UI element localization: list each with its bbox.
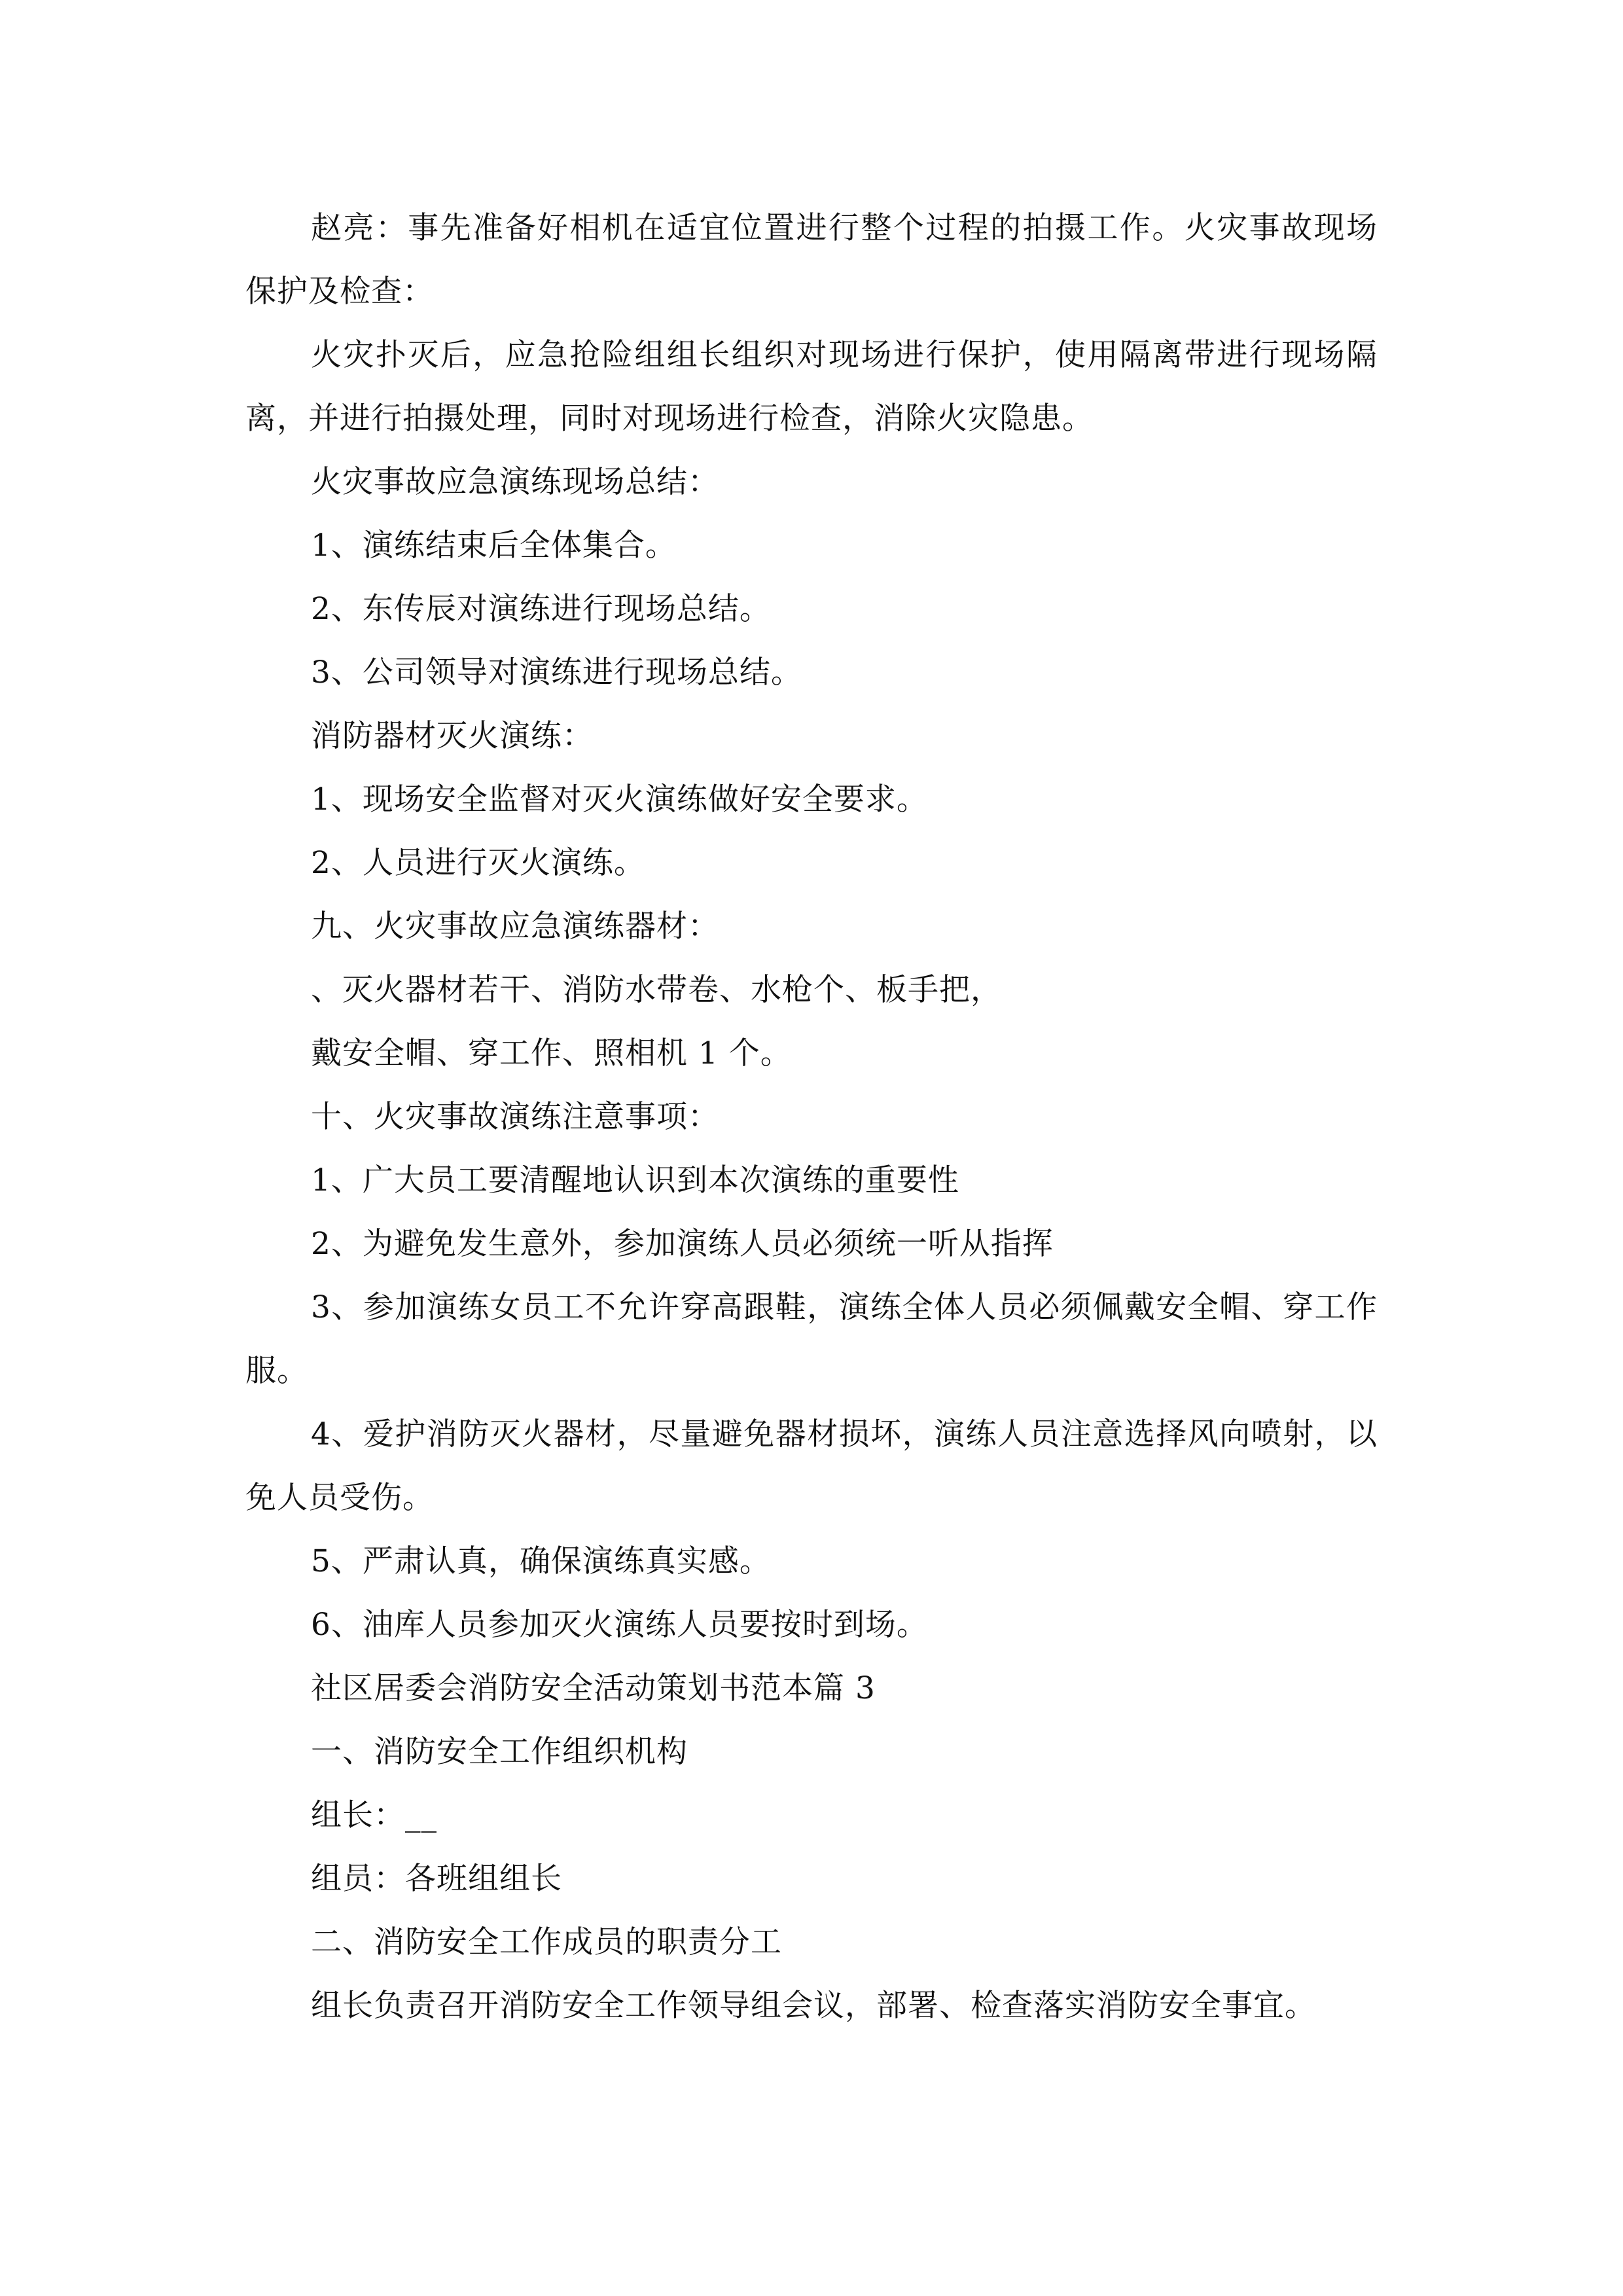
list-item: 5、严肃认真，确保演练真实感。 [311, 1543, 771, 1579]
paragraph: 消防器材灭火演练： [311, 718, 594, 754]
list-item: 4、爱护消防灭火器材，尽量避免器材损坏，演练人员注意选择风向喷射，以免人员受伤。 [245, 1416, 1378, 1516]
list-item: 2、为避免发生意外，参加演练人员必须统一听从指挥 [311, 1226, 1054, 1262]
document-subtitle: 社区居委会消防安全活动策划书范本篇 3 [311, 1670, 876, 1706]
paragraph: 戴安全帽、穿工作、照相机 1 个。 [311, 1035, 792, 1071]
paragraph: 、灭火器材若干、消防水带卷、水枪个、板手把， [311, 972, 1002, 1008]
section-heading: 十、火灾事故演练注意事项： [311, 1099, 719, 1135]
paragraph: 赵亮：事先准备好相机在适宜位置进行整个过程的拍摄工作。火灾事故现场保护及检查： [245, 210, 1378, 310]
list-item: 2、东传辰对演练进行现场总结。 [311, 591, 771, 627]
list-item: 3、公司领导对演练进行现场总结。 [311, 655, 802, 691]
list-item: 1、广大员工要清醒地认识到本次演练的重要性 [311, 1162, 959, 1198]
section-heading: 一、消防安全工作组织机构 [311, 1734, 688, 1770]
section-heading: 二、消防安全工作成员的职责分工 [311, 1924, 782, 1960]
list-item: 2、人员进行灭火演练。 [311, 845, 645, 881]
list-item: 1、演练结束后全体集合。 [311, 528, 677, 564]
document-body [245, 196, 1378, 2037]
paragraph: 组长：__ [311, 1797, 437, 1833]
paragraph: 火灾事故应急演练现场总结： [311, 464, 719, 500]
section-heading: 九、火灾事故应急演练器材： [311, 908, 719, 944]
list-item: 3、参加演练女员工不允许穿高跟鞋，演练全体人员必须佩戴安全帽、穿工作服。 [245, 1289, 1378, 1389]
paragraph: 组长负责召开消防安全工作领导组会议，部署、检查落实消防安全事宜。 [311, 1988, 1316, 2024]
paragraph: 火灾扑灭后，应急抢险组组长组织对现场进行保护，使用隔离带进行现场隔离，并进行拍摄处理，同时对现场进行检查，消除火灾隐患。 [245, 337, 1378, 437]
list-item: 6、油库人员参加灭火演练人员要按时到场。 [311, 1607, 928, 1643]
list-item: 1、现场安全监督对灭火演练做好安全要求。 [311, 781, 928, 817]
paragraph: 组员：各班组组长 [311, 1861, 562, 1897]
